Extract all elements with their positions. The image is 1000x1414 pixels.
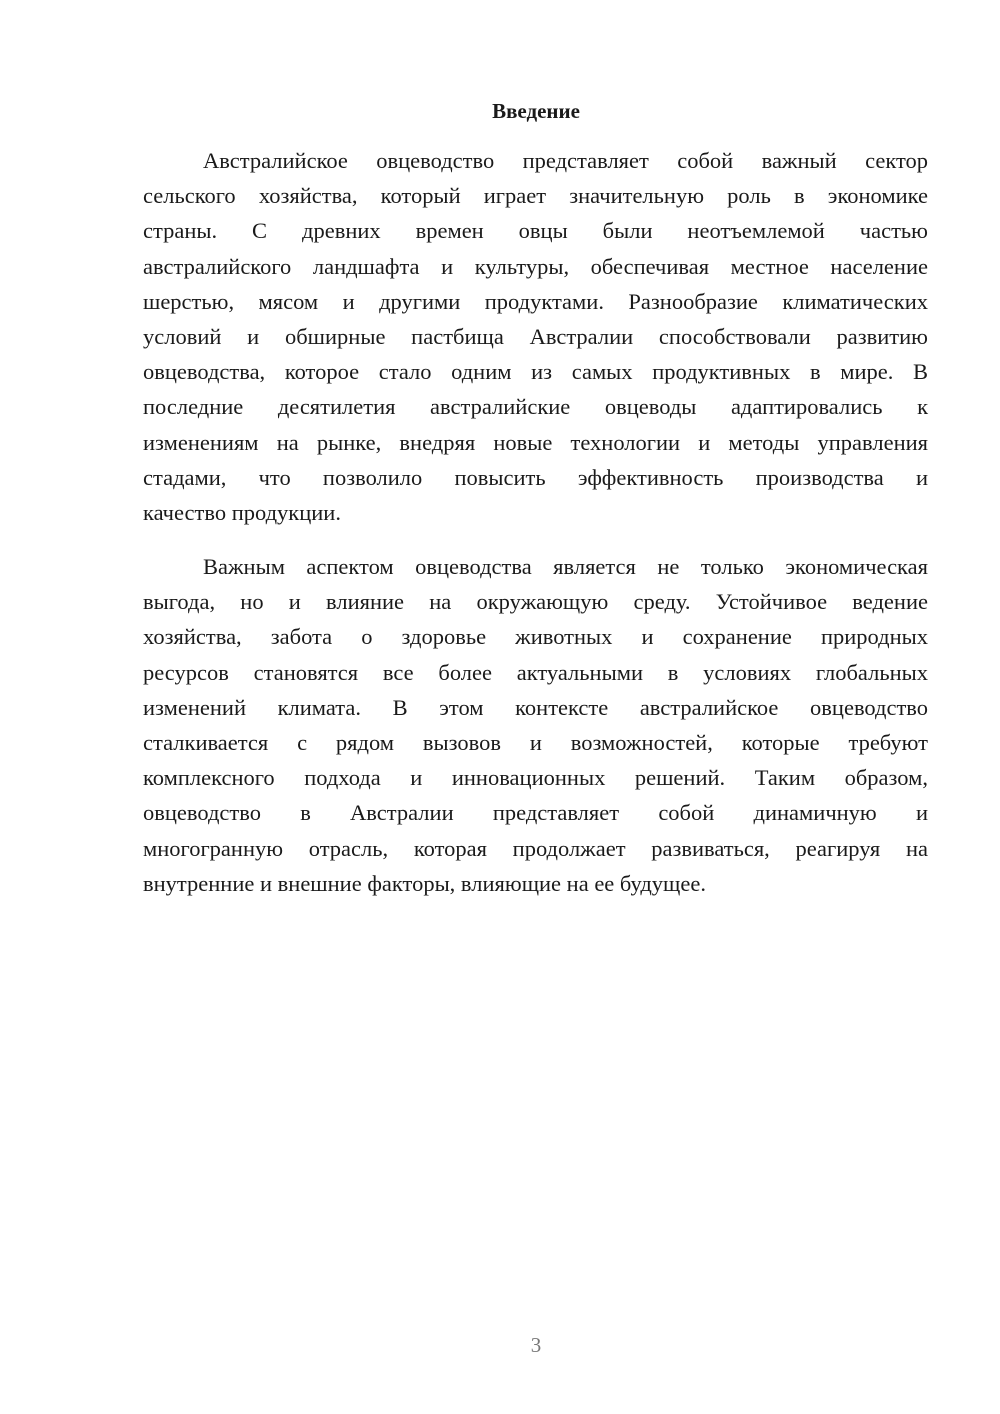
text-line: внутренние и внешние факторы, влияющие на ее будущее. (143, 870, 706, 896)
text-line: Важным аспектом овцеводства является не только экономическая (203, 554, 928, 579)
text-line: условий и обширные пастбища Австралии способствовали развитию (143, 324, 928, 350)
text-line: комплексного подхода и инновационных решений. Таким образом, (143, 765, 928, 791)
text-line: сельского хозяйства, который играет значительную роль в экономике (143, 183, 928, 209)
text-line: изменениям на рынке, внедряя новые технологии и методы управления (143, 429, 928, 455)
text-line: Австралийское овцеводство представляет собой важный сектор (203, 148, 928, 173)
text-line: ресурсов становятся все более актуальными в условиях глобальных (143, 659, 928, 685)
text-line: страны. С древних времен овцы были неотъемлемой частью (143, 218, 928, 244)
text-line: овцеводства, которое стало одним из самых продуктивных в мире. В (143, 359, 928, 385)
paragraph-environment (143, 549, 928, 901)
text-line: хозяйства, забота о здоровье животных и сохранение природных (143, 624, 928, 650)
text-line: многогранную отрасль, которая продолжает развиваться, реагируя на (143, 835, 928, 861)
page-number: 3 (530, 1333, 542, 1357)
text-line: выгода, но и влияние на окружающую среду. Устойчивое ведение (143, 589, 928, 615)
text-line: стадами, что позволило повысить эффективность производства и (143, 464, 928, 490)
text-line: сталкивается с рядом вызовов и возможностей, которые требуют (143, 730, 928, 756)
text-line: овцеводство в Австралии представляет собой динамичную и (143, 800, 928, 826)
text-line: австралийского ландшафта и культуры, обеспечивая местное население (143, 253, 928, 279)
text-line: шерстью, мясом и другими продуктами. Разнообразие климатических (143, 288, 928, 314)
text-line: последние десятилетия австралийские овцеводы адаптировались к (143, 394, 928, 420)
section-title: Введение (492, 99, 580, 123)
paragraph-intro (143, 143, 928, 530)
text-line: изменений климата. В этом контексте австралийское овцеводство (143, 694, 928, 720)
text-line: качество продукции. (143, 500, 341, 526)
